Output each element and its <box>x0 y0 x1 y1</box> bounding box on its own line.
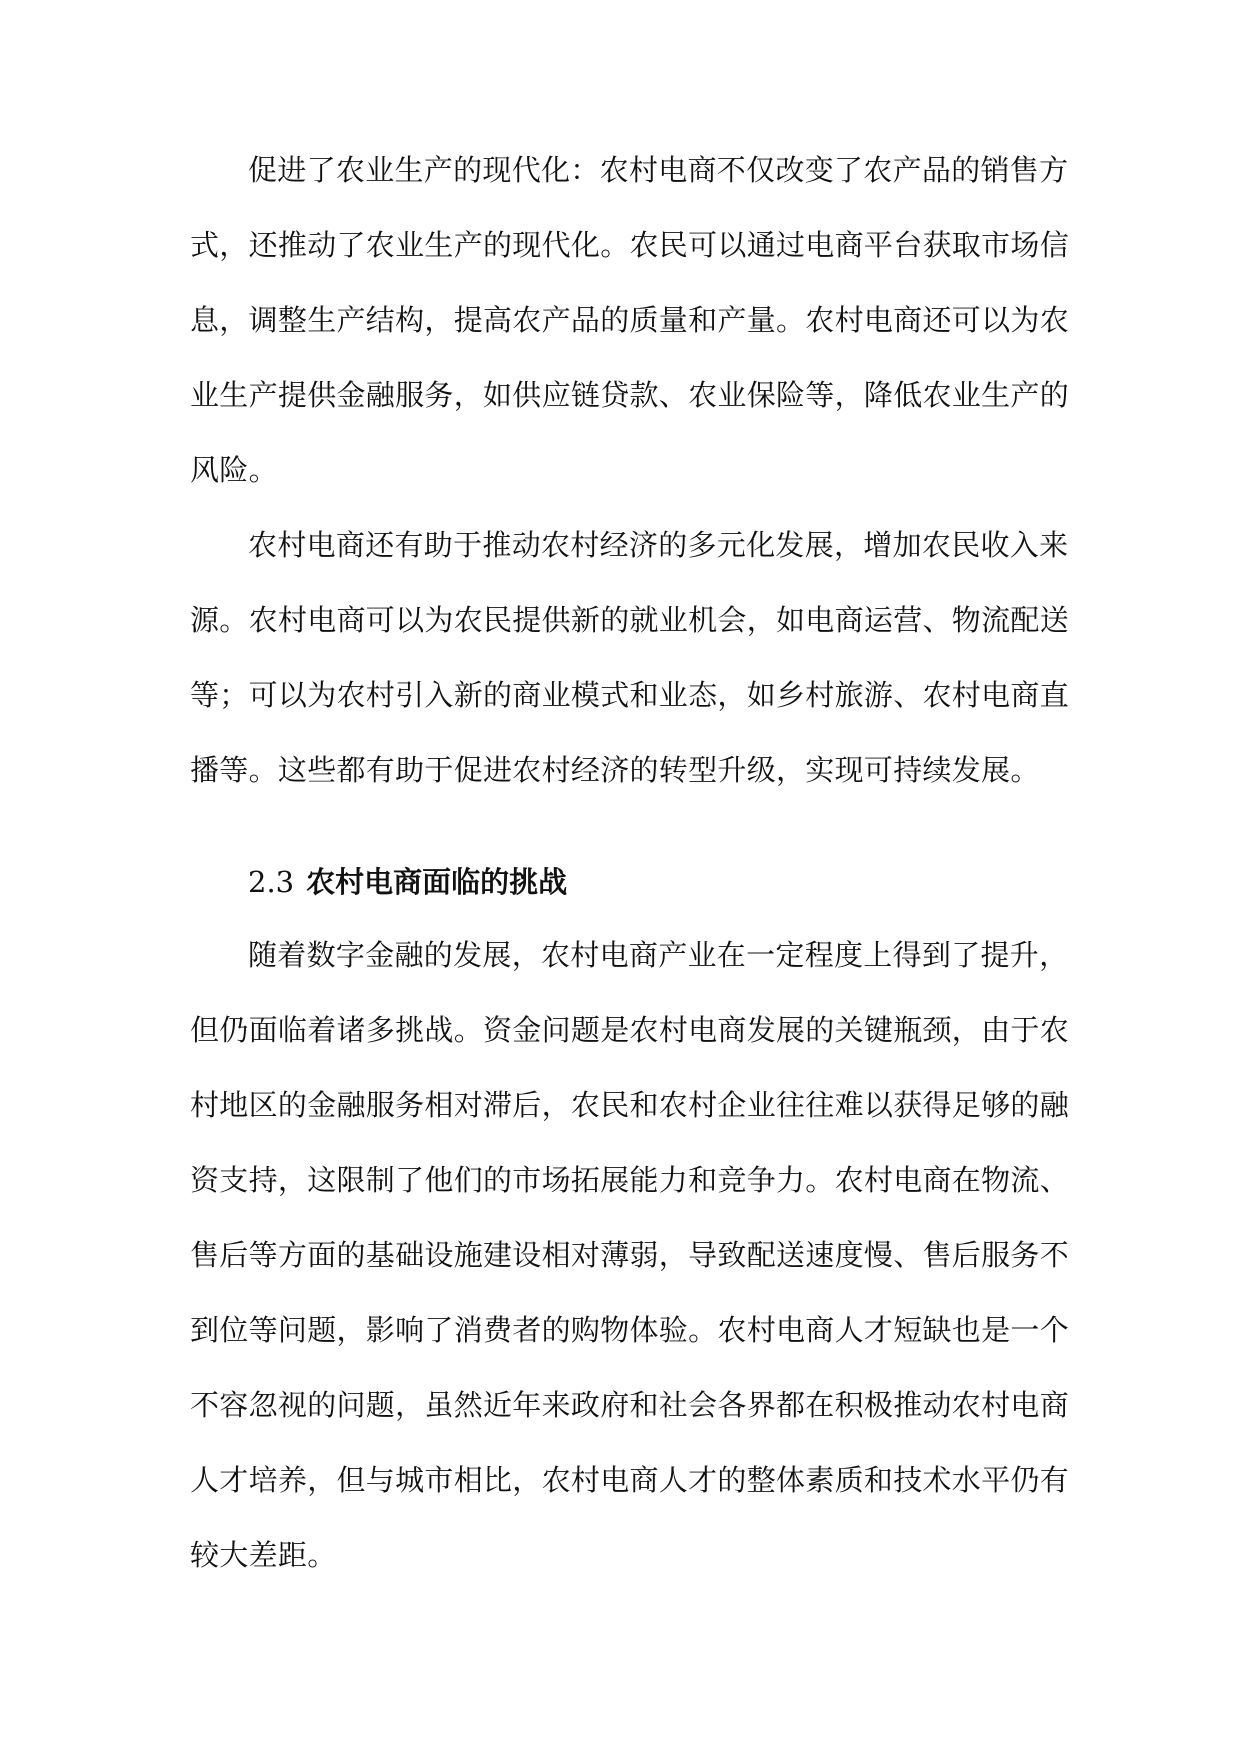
text-line: 促进了农业生产的现代化：农村电商不仅改变了农产品的销售方 <box>248 153 1069 187</box>
text-line: 村地区的金融服务相对滞后，农民和农村企业往往难以获得足够的融 <box>190 1088 1070 1122</box>
paragraph-economic-diversification <box>190 525 1070 825</box>
text-line: 但仍面临着诸多挑战。资金问题是农村电商发展的关键瓶颈，由于农 <box>190 1013 1070 1047</box>
text-line: 业生产提供金融服务，如供应链贷款、农业保险等，降低农业生产的 <box>190 378 1070 412</box>
text-line: 随着数字金融的发展，农村电商产业在一定程度上得到了提升， <box>248 938 1069 972</box>
text-line: 息，调整生产结构，提高农产品的质量和产量。农村电商还可以为农 <box>190 303 1070 337</box>
text-line: 资支持，这限制了他们的市场拓展能力和竞争力。农村电商在物流、 <box>190 1163 1070 1197</box>
text-line: 风险。 <box>190 453 278 487</box>
paragraph-agri-modernization <box>190 150 1070 525</box>
text-line: 播等。这些都有助于促进农村经济的转型升级，实现可持续发展。 <box>190 753 1040 787</box>
text-line: 源。农村电商可以为农民提供新的就业机会，如电商运营、物流配送 <box>190 603 1070 637</box>
section-title: 农村电商面临的挑战 <box>306 865 568 899</box>
text-line: 式，还推动了农业生产的现代化。农民可以通过电商平台获取市场信 <box>190 228 1070 262</box>
paragraph-challenges <box>190 935 1070 1610</box>
text-line: 人才培养，但与城市相比，农村电商人才的整体素质和技术水平仍有 <box>190 1463 1070 1497</box>
text-line: 售后等方面的基础设施建设相对薄弱，导致配送速度慢、售后服务不 <box>190 1238 1070 1272</box>
text-line: 农村电商还有助于推动农村经济的多元化发展，增加农民收入来 <box>248 528 1069 562</box>
text-line: 较大差距。 <box>190 1538 337 1572</box>
text-line: 不容忽视的问题，虽然近年来政府和社会各界都在积极推动农村电商 <box>190 1388 1070 1422</box>
section-number: 2.3 <box>248 865 295 899</box>
section-heading <box>248 862 567 902</box>
text-line: 到位等问题，影响了消费者的购物体验。农村电商人才短缺也是一个 <box>190 1313 1070 1347</box>
text-line: 等；可以为农村引入新的商业模式和业态，如乡村旅游、农村电商直 <box>190 678 1070 712</box>
